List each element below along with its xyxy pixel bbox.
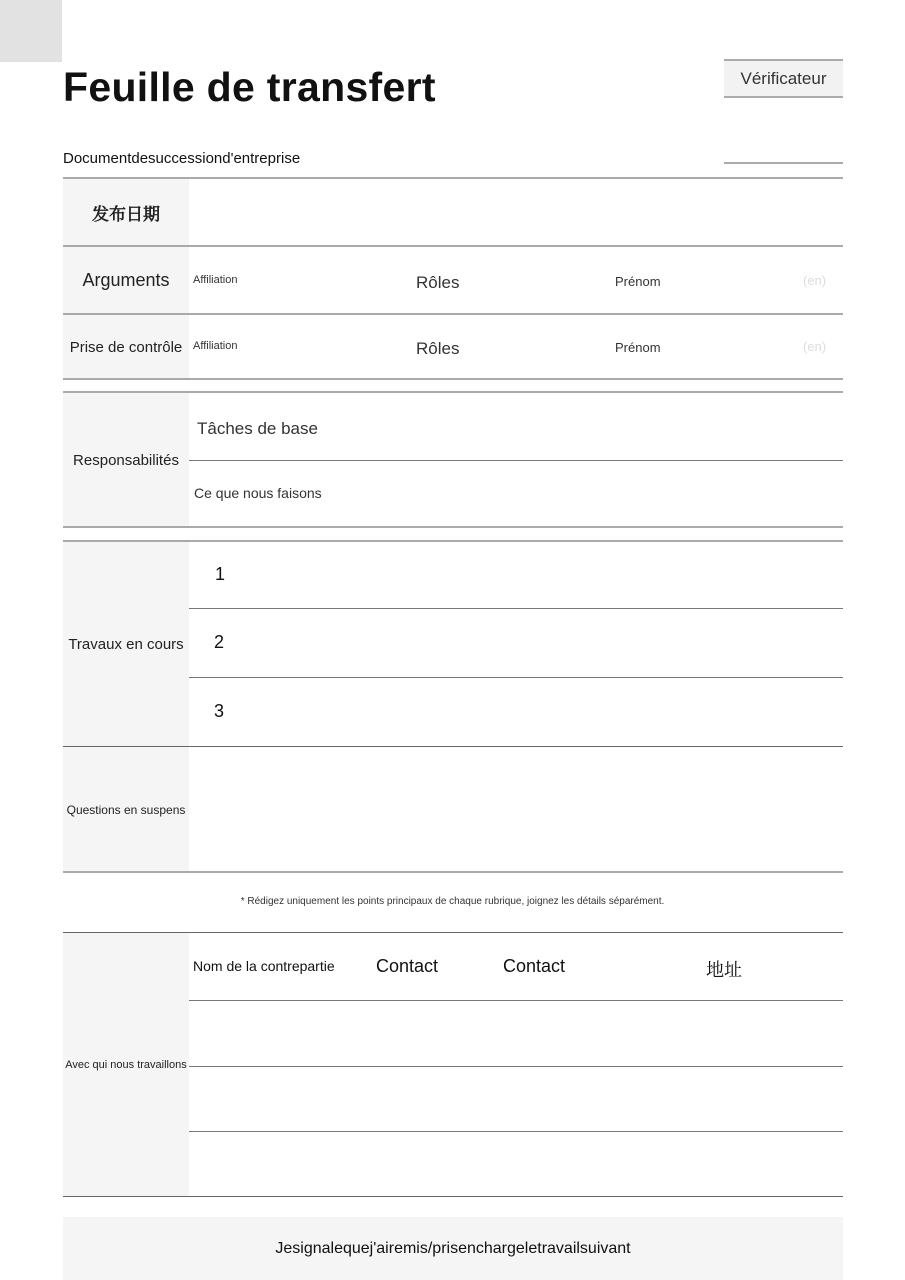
verifier-signature-line[interactable] xyxy=(724,162,843,164)
takeover-suffix: (en) xyxy=(803,339,827,354)
date-field[interactable] xyxy=(189,179,843,246)
partners-col-address: 地址 xyxy=(706,960,742,980)
document-subtitle: Documentdesuccessiond'entreprise xyxy=(63,150,301,167)
arguments-prenom: Prénom xyxy=(615,274,661,289)
open-questions-label: Questions en suspens xyxy=(63,747,189,872)
what-we-do-label: Ce que nous faisons xyxy=(194,485,322,501)
divider xyxy=(63,526,843,528)
divider xyxy=(189,1000,843,1001)
corner-block xyxy=(0,0,62,62)
instruction-note: * Rédigez uniquement les points principaux de chaque rubrique, joignez les détails séparément. xyxy=(240,896,665,907)
date-label: 发布日期 xyxy=(63,179,189,246)
signature-statement: Jesignalequej'airemis/prisenchargeletravailsuivant xyxy=(63,1217,843,1280)
wip-item-3: 3 xyxy=(214,701,225,721)
divider xyxy=(189,608,843,609)
basic-tasks-label: Tâches de base xyxy=(197,419,318,438)
arguments-roles: Rôles xyxy=(416,273,460,292)
divider xyxy=(189,1131,843,1132)
divider xyxy=(189,1066,843,1067)
partners-col-contact-2: Contact xyxy=(503,956,566,976)
arguments-affiliation: Affiliation xyxy=(193,274,238,286)
wip-item-2: 2 xyxy=(214,632,225,652)
partners-col-contact-1: Contact xyxy=(376,956,439,976)
takeover-label: Prise de contrôle xyxy=(63,315,189,379)
responsibilities-label: Responsabilités xyxy=(63,393,189,527)
open-questions-field[interactable] xyxy=(189,747,843,872)
partners-col-name: Nom de la contrepartie xyxy=(193,958,335,974)
divider xyxy=(63,871,843,873)
divider xyxy=(63,378,843,380)
divider xyxy=(189,677,843,678)
verifier-label: Vérificateur xyxy=(724,59,843,98)
divider xyxy=(189,460,843,461)
divider xyxy=(63,1196,843,1197)
wip-item-1: 1 xyxy=(215,564,226,584)
partners-label: Avec qui nous travaillons xyxy=(63,933,189,1196)
takeover-roles: Rôles xyxy=(416,339,460,358)
takeover-prenom: Prénom xyxy=(615,340,661,355)
wip-label: Travaux en cours xyxy=(63,542,189,746)
arguments-label: Arguments xyxy=(63,247,189,314)
arguments-suffix: (en) xyxy=(803,273,827,288)
takeover-affiliation: Affiliation xyxy=(193,340,238,352)
page-title: Feuille de transfert xyxy=(63,64,436,110)
